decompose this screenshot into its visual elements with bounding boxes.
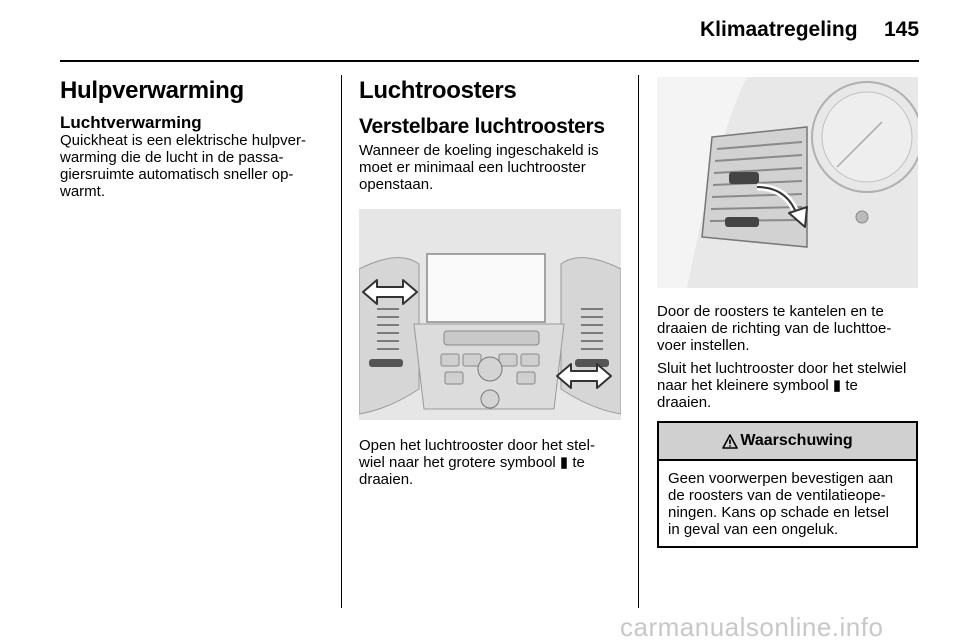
subheading-luchtverwarming: Luchtverwarming — [60, 113, 202, 132]
vent-adjustment-illustration — [657, 77, 918, 288]
body-line: voer instellen. — [657, 337, 750, 354]
warning-box — [657, 421, 918, 548]
header-title: Klimaatregeling — [700, 18, 858, 41]
body-line: draaien. — [359, 471, 414, 488]
body-line: Sluit het luchtrooster door het stelwiel — [657, 360, 907, 377]
column-divider-2 — [638, 75, 639, 608]
column-divider-1 — [341, 75, 342, 608]
dashboard-vents-drawing — [359, 209, 621, 420]
dashboard-vents-illustration — [359, 209, 621, 420]
warning-line: in geval van een ongeluk. — [668, 521, 839, 538]
body-line: naar het kleinere symbool ▮ te — [657, 377, 858, 394]
section-heading-hulpverwarming: Hulpverwarming — [60, 77, 244, 104]
warning-body — [659, 461, 916, 538]
vent-adjustment-drawing — [657, 77, 918, 288]
column-2 — [359, 77, 629, 193]
column-3-text — [657, 303, 925, 411]
header-rule — [60, 60, 919, 62]
body-line: draaien de richting van de luchttoe- — [657, 320, 892, 337]
body-line: wiel naar het grotere symbool ▮ te — [359, 454, 585, 471]
section-heading-luchtroosters: Luchtroosters — [359, 77, 517, 104]
body-line: Door de roosters te kantelen en te — [657, 303, 884, 320]
subheading-verstelbare-luchtroosters: Verstelbare luchtroosters — [359, 115, 605, 138]
body-line: warming die de lucht in de passa- — [60, 149, 284, 166]
body-line: Quickheat is een elektrische hulpver- — [60, 132, 306, 149]
page-number: 145 — [884, 18, 920, 41]
warning-line: Geen voorwerpen bevestigen aan — [668, 470, 894, 487]
warning-line: de roosters van de ventilatieope- — [668, 487, 886, 504]
body-line: draaien. — [657, 394, 712, 411]
body-line: giersruimte automatisch sneller op- — [60, 166, 294, 183]
column-2-after-text — [359, 437, 629, 488]
body-line: moet er minimaal een luchtrooster — [359, 159, 586, 176]
warning-line: ningen. Kans op schade en letsel — [668, 504, 889, 521]
warning-triangle-icon — [722, 434, 738, 449]
body-line: openstaan. — [359, 176, 434, 193]
column-1 — [60, 77, 330, 200]
watermark-text: carmanualsonline.info — [620, 612, 884, 642]
body-line: Open het luchtrooster door het stel- — [359, 437, 595, 454]
body-line: Wanneer de koeling ingeschakeld is — [359, 142, 599, 159]
warning-title: Waarschuwing — [740, 432, 853, 449]
body-line: warmt. — [60, 183, 105, 200]
warning-header — [659, 423, 916, 461]
